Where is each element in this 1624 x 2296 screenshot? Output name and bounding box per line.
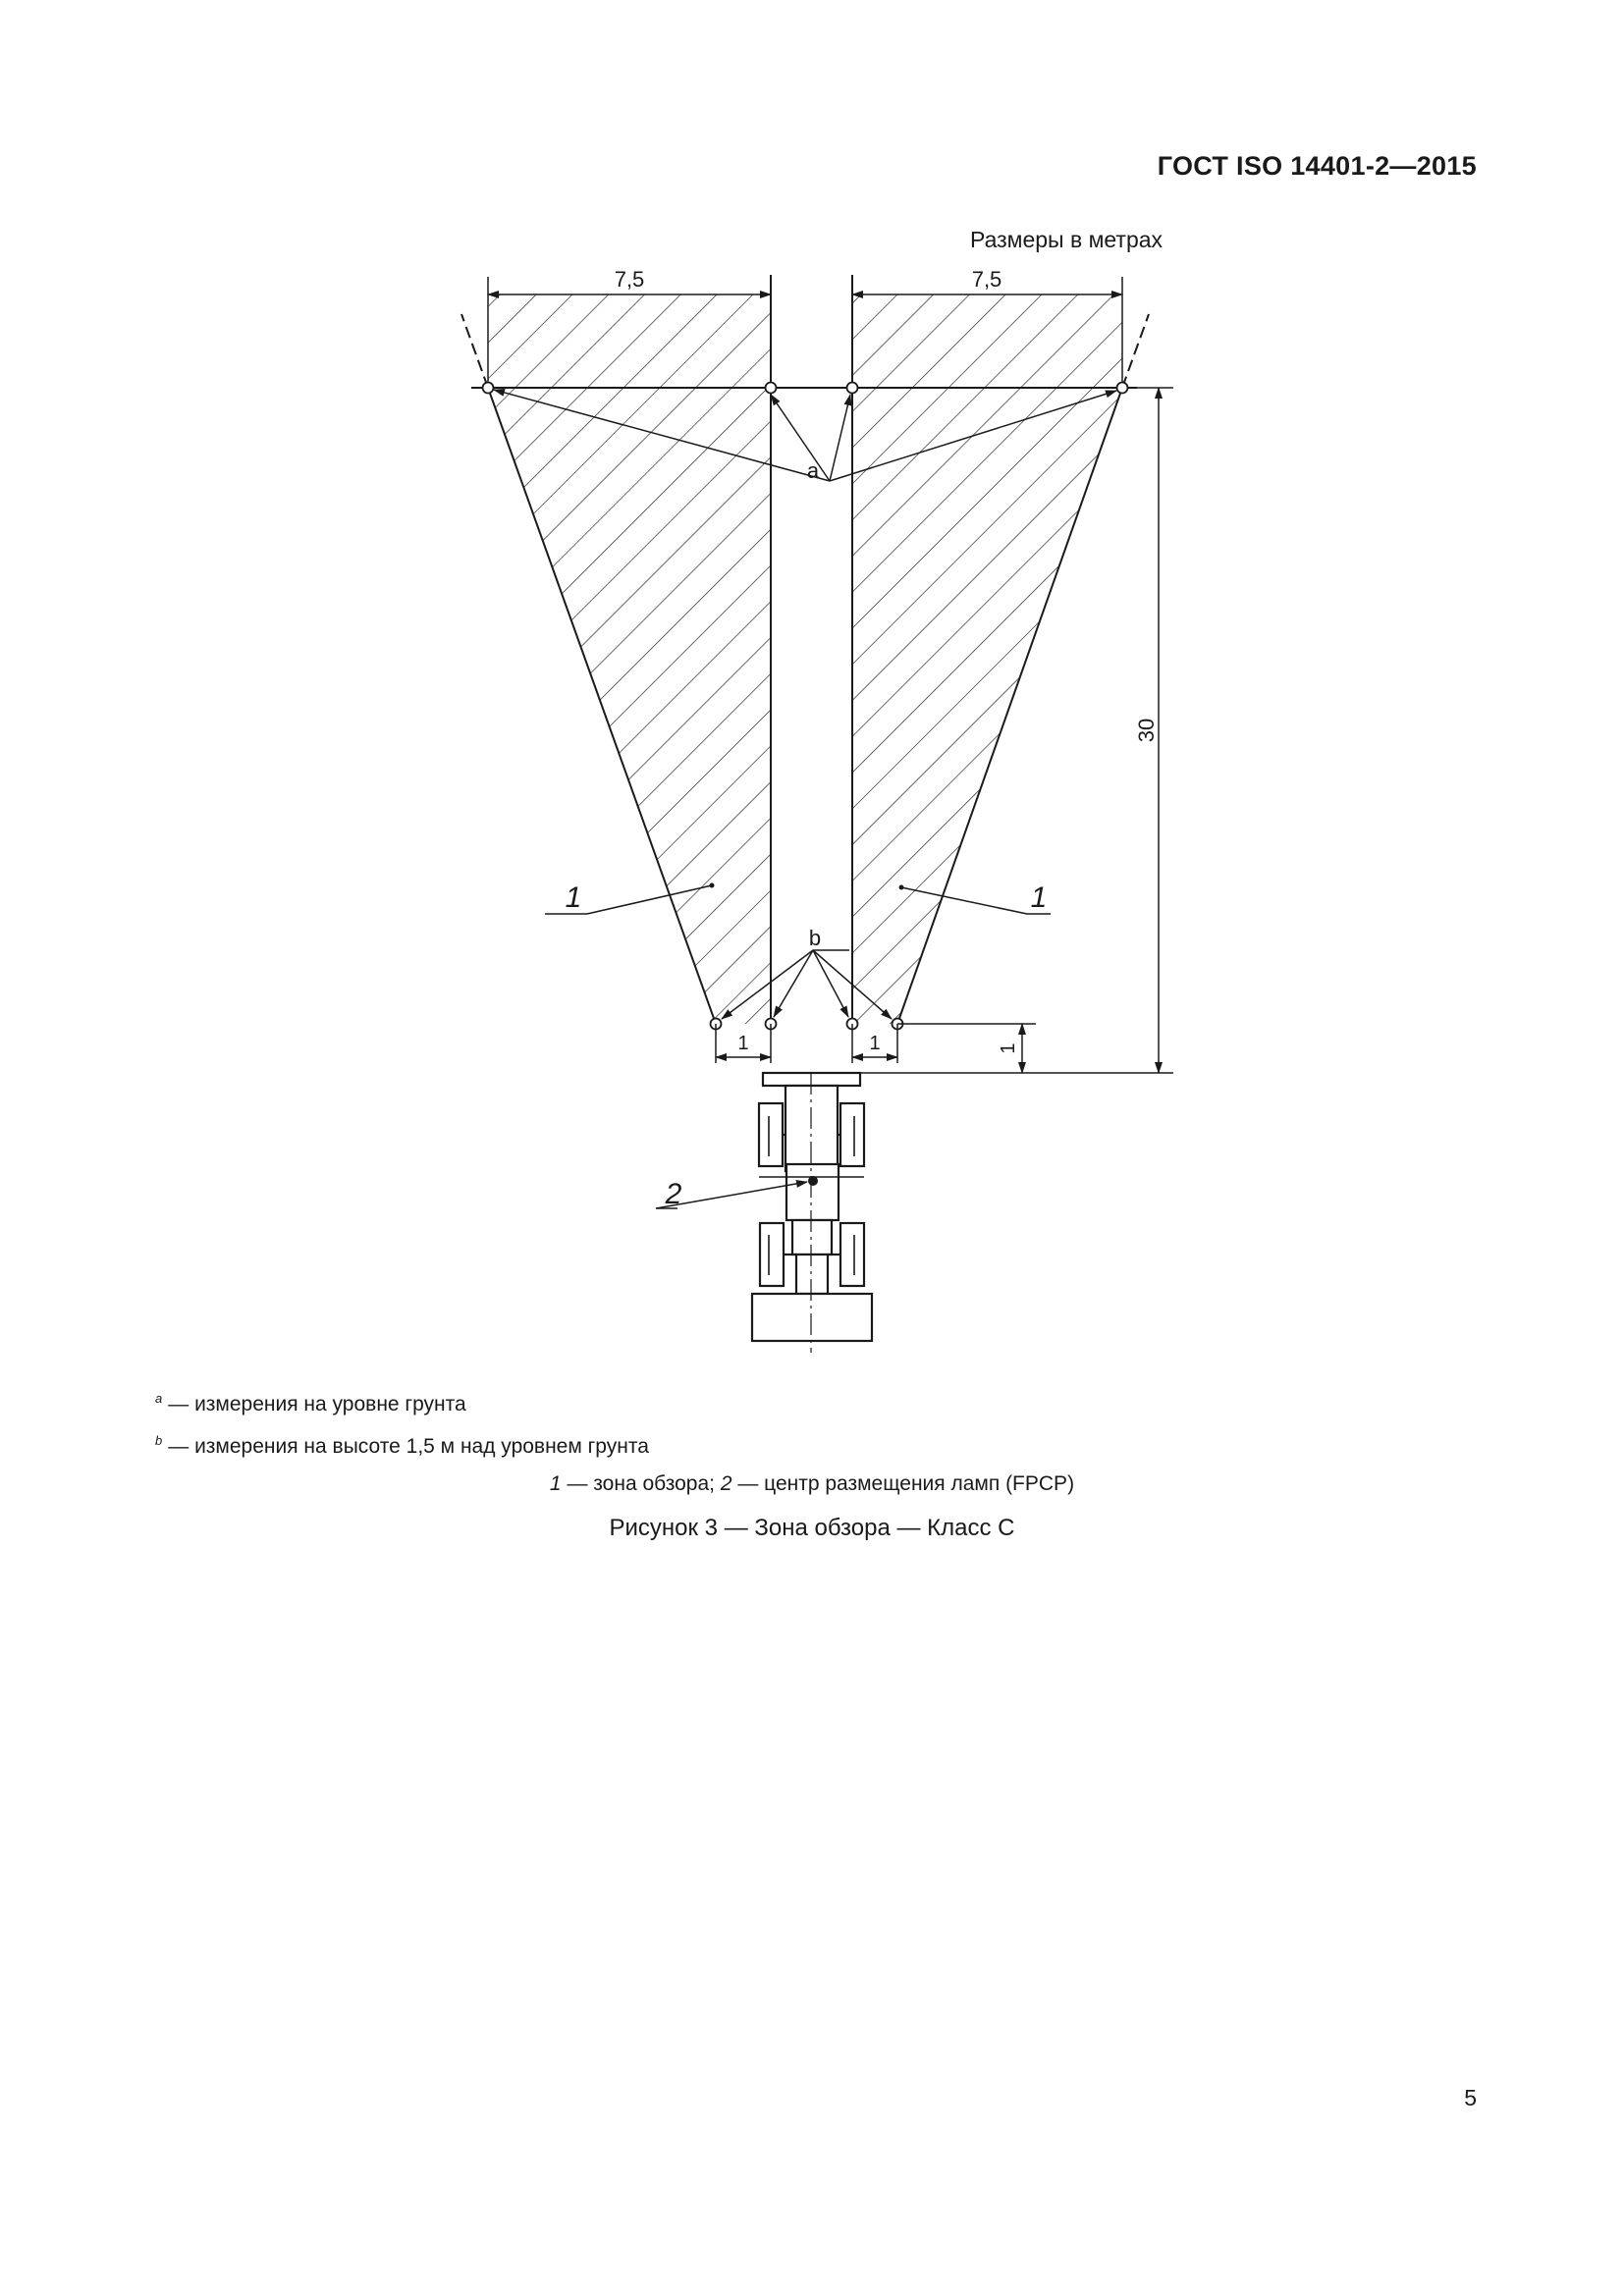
zone-left-hatched	[488, 294, 771, 1024]
dim-length-label: 30	[1134, 718, 1159, 743]
page-number: 5	[1464, 2085, 1477, 2110]
note-a	[155, 1391, 466, 1416]
key-item1-text: — зона обзора;	[561, 1472, 721, 1495]
label-fpcp: 2	[665, 1178, 682, 1210]
zone-right-hatched	[852, 294, 1122, 1024]
dim-offset-right-label: 1	[869, 1033, 881, 1054]
key-item2-text: — центр размещения ламп (FPCP)	[731, 1472, 1075, 1495]
tractor-outline	[752, 1073, 872, 1341]
key-item2-number: 2	[720, 1472, 732, 1495]
note-b	[155, 1433, 649, 1459]
dim-right-width-label: 7,5	[971, 267, 1002, 292]
figure-key	[0, 1472, 1624, 1496]
note-a-text: — измерения на уровне грунта	[168, 1393, 466, 1415]
figure-caption: Рисунок 3 — Зона обзора — Класс С	[609, 1515, 1015, 1541]
dim-left-width-label: 7,5	[614, 267, 645, 292]
document-id-header: ГОСТ ISO 14401-2—2015	[1157, 151, 1477, 181]
label-b: b	[808, 926, 822, 950]
label-a: a	[806, 458, 820, 483]
note-a-marker: a	[155, 1391, 163, 1406]
zone-right-dot	[899, 885, 904, 890]
dim-offset-left-label: 1	[737, 1033, 749, 1054]
key-item1-number: 1	[549, 1472, 562, 1495]
note-b-text: — измерения на высоте 1,5 м над уровнем грунта	[168, 1435, 649, 1458]
zone-left-dot	[710, 883, 715, 888]
units-note: Размеры в метрах	[970, 227, 1164, 252]
note-b-marker: b	[155, 1433, 163, 1448]
dim-offset-vertical-label: 1	[998, 1042, 1019, 1054]
label-zone-right: 1	[1030, 881, 1048, 914]
fpcp-point	[808, 1176, 818, 1186]
label-zone-left: 1	[565, 881, 582, 914]
